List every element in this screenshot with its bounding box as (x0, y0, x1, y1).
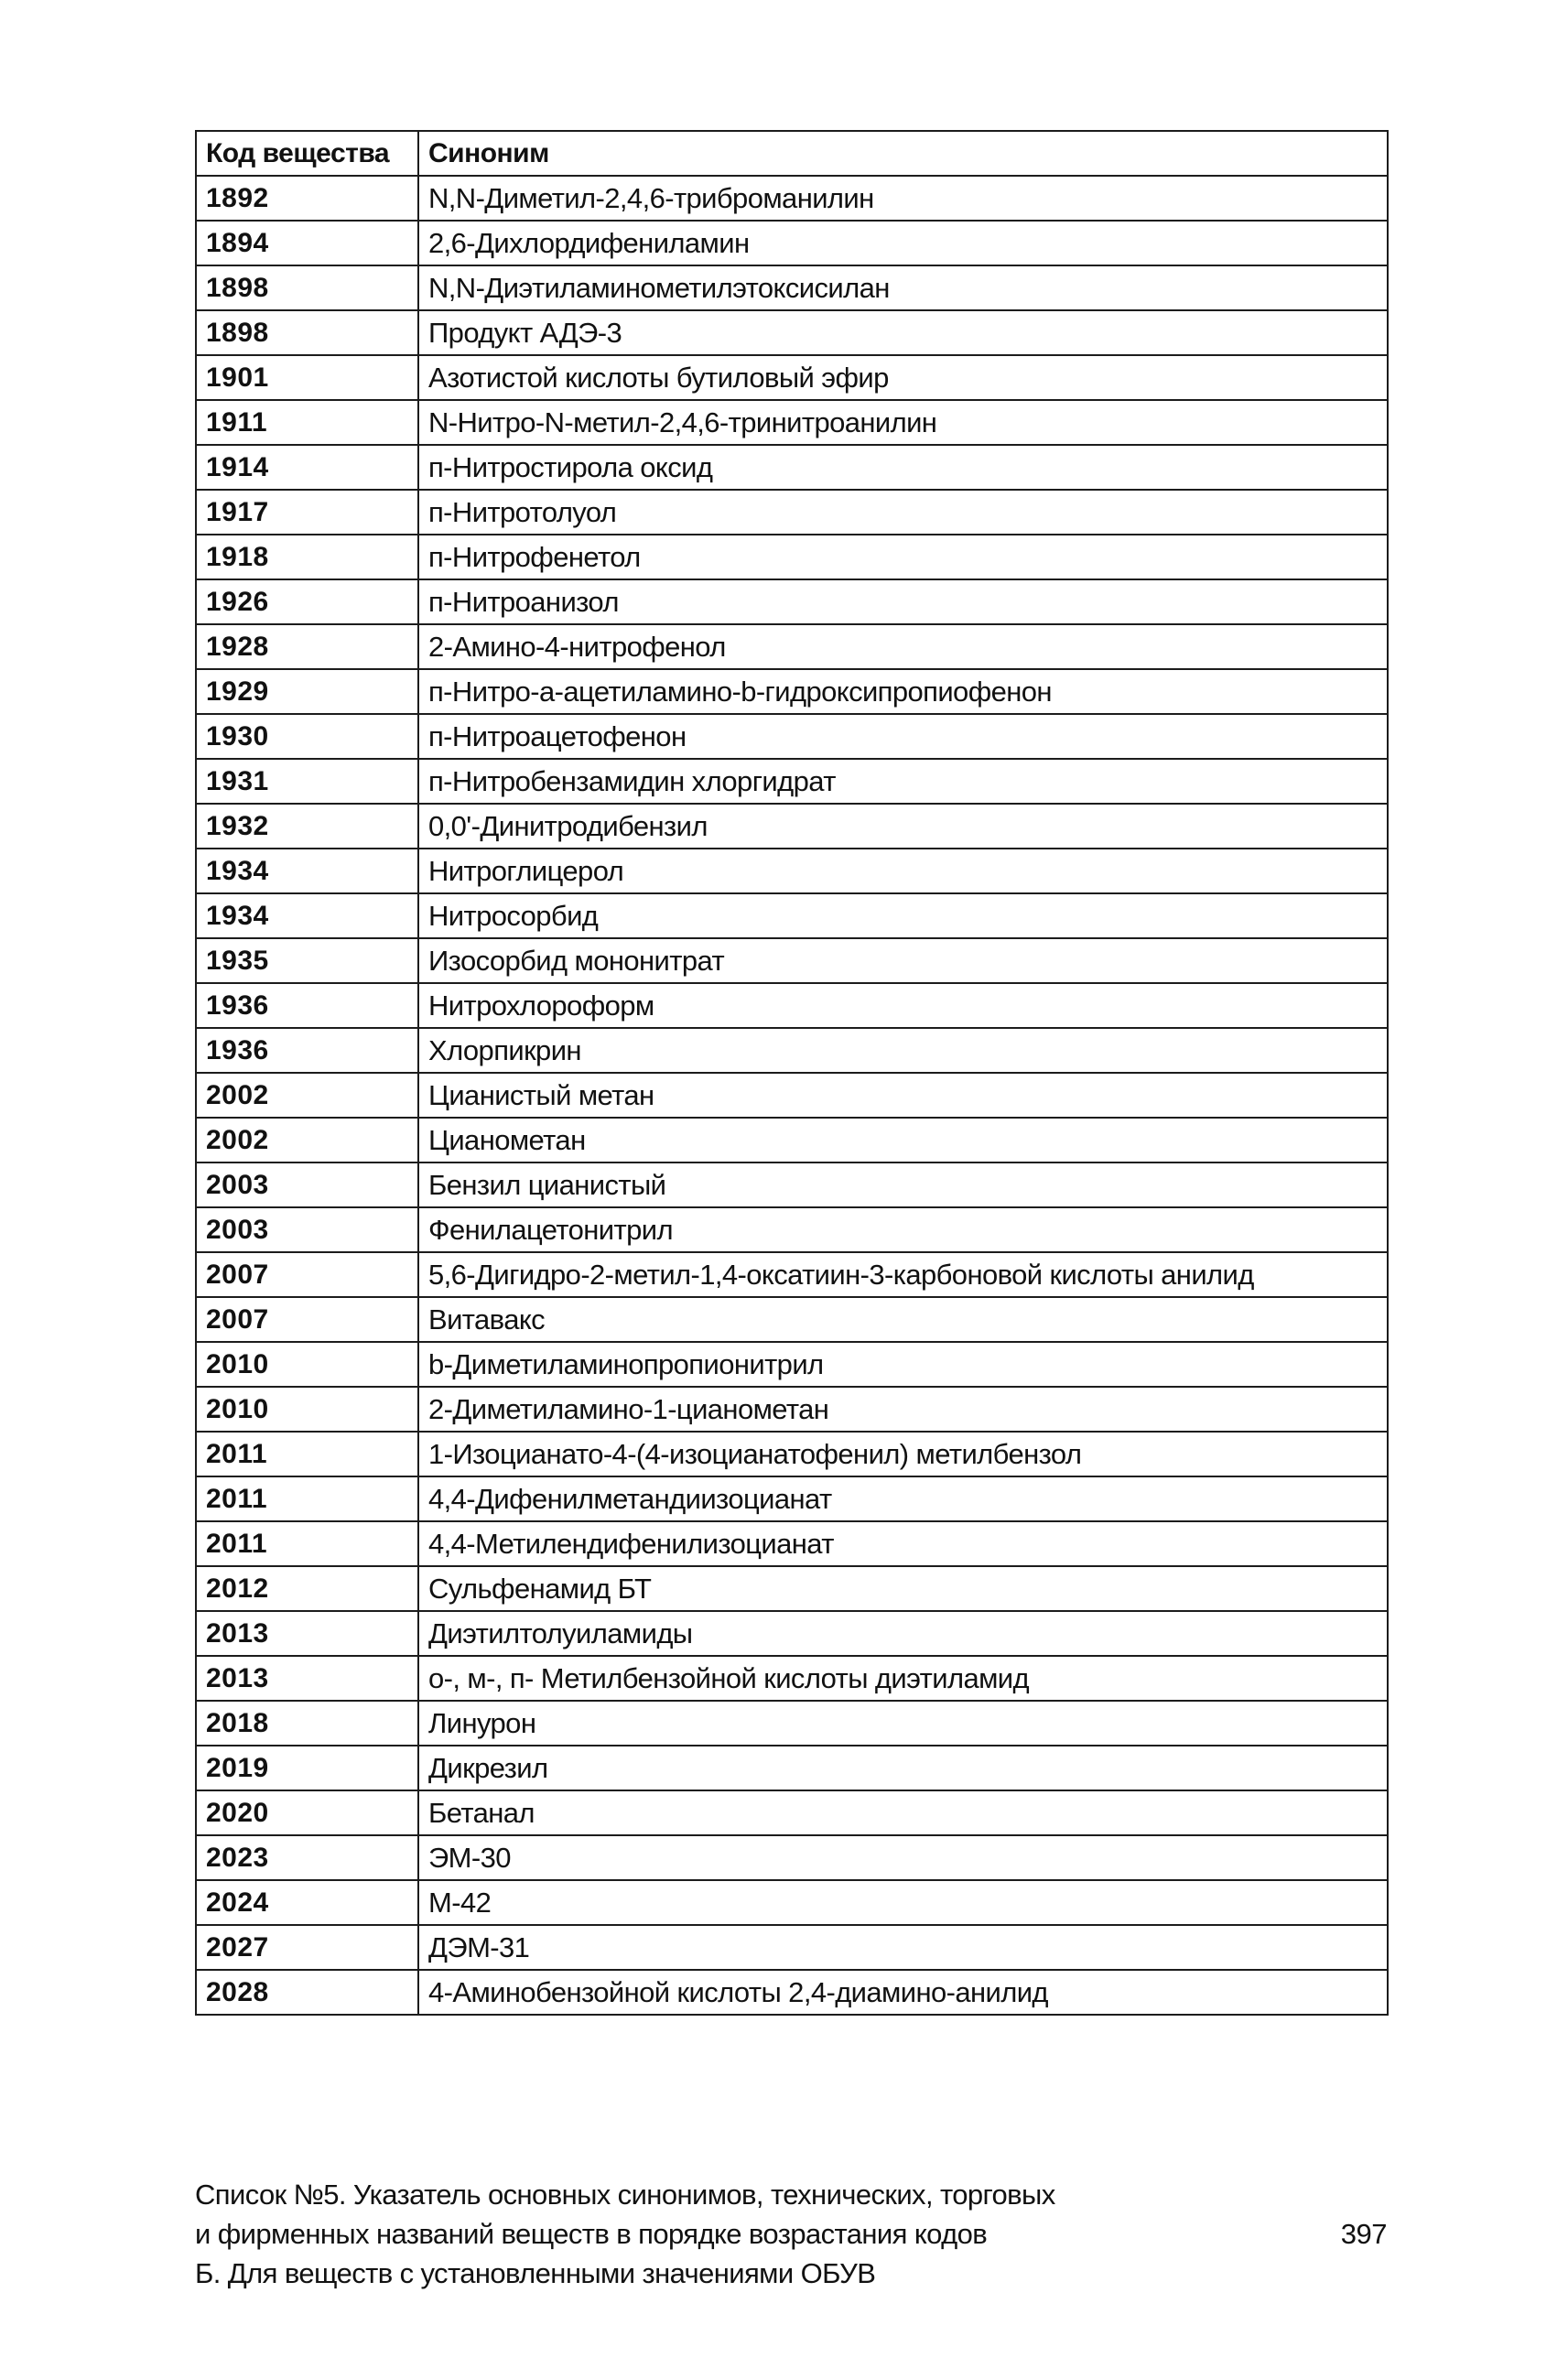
table-row (196, 1387, 1388, 1432)
table-row (196, 1880, 1388, 1925)
synonym-cell: b-Диметиламинопропионитрил (418, 1342, 1388, 1387)
table-row (196, 1521, 1388, 1566)
synonym-cell: п-Нитростирола оксид (418, 445, 1388, 490)
table-row (196, 669, 1388, 714)
table-body (196, 176, 1388, 2015)
table-row (196, 490, 1388, 535)
table-row (196, 1835, 1388, 1880)
substance-code-cell: 1929 (196, 669, 418, 714)
synonym-cell: Бензил цианистый (418, 1162, 1388, 1207)
table-row (196, 1162, 1388, 1207)
table-header-row (196, 131, 1388, 176)
synonym-cell: Сульфенамид БТ (418, 1566, 1388, 1611)
substance-code-cell: 1914 (196, 445, 418, 490)
table-row (196, 1611, 1388, 1656)
table-row (196, 1342, 1388, 1387)
substance-code-cell: 1894 (196, 221, 418, 265)
synonym-cell: Цианометан (418, 1118, 1388, 1162)
table-row (196, 1970, 1388, 2015)
synonyms-table (195, 130, 1389, 2016)
substance-code-cell: 1934 (196, 893, 418, 938)
caption-line: и фирменных названий веществ в порядке возрастания кодов (195, 2218, 988, 2250)
substance-code-cell: 1911 (196, 400, 418, 445)
table-row (196, 1566, 1388, 1611)
table-row (196, 535, 1388, 579)
substance-code-cell: 2007 (196, 1252, 418, 1297)
table-row (196, 265, 1388, 310)
page-number: 397 (1340, 2218, 1387, 2250)
synonym-cell: Нитроглицерол (418, 849, 1388, 893)
caption-line: Б. Для веществ с установленными значениями ОБУВ (195, 2257, 876, 2289)
substance-code-cell: 1936 (196, 1028, 418, 1073)
table-row (196, 1297, 1388, 1342)
synonym-cell: 4,4-Метилендифенилизоцианат (418, 1521, 1388, 1566)
substance-code-cell: 2020 (196, 1790, 418, 1835)
table-row (196, 983, 1388, 1028)
substance-code-cell: 2019 (196, 1746, 418, 1790)
table-row (196, 804, 1388, 849)
substance-code-cell: 2003 (196, 1207, 418, 1252)
synonym-cell: Изосорбид мононитрат (418, 938, 1388, 983)
substance-code-cell: 1935 (196, 938, 418, 983)
substance-code-cell: 2002 (196, 1118, 418, 1162)
synonym-cell: ЭМ-30 (418, 1835, 1388, 1880)
synonym-cell: 2-Амино-4-нитрофенол (418, 624, 1388, 669)
table-row (196, 445, 1388, 490)
substance-code-cell: 1898 (196, 310, 418, 355)
table-row (196, 310, 1388, 355)
synonym-cell: 1-Изоцианато-4-(4-изоцианатофенил) метилбензол (418, 1432, 1388, 1476)
synonym-cell: Фенилацетонитрил (418, 1207, 1388, 1252)
caption-line: Список №5. Указатель основных синонимов, технических, торговых (195, 2179, 1055, 2211)
synonym-cell: Азотистой кислоты бутиловый эфир (418, 355, 1388, 400)
table-row (196, 400, 1388, 445)
substance-code-cell: 2027 (196, 1925, 418, 1970)
table-row (196, 579, 1388, 624)
substance-code-cell: 2023 (196, 1835, 418, 1880)
synonym-cell: 4,4-Дифенилметандиизоцианат (418, 1476, 1388, 1521)
table-row (196, 355, 1388, 400)
substance-code-cell: 1901 (196, 355, 418, 400)
substance-code-cell: 2018 (196, 1701, 418, 1746)
synonym-cell: о-, м-, п- Метилбензойной кислоты диэтиламид (418, 1656, 1388, 1701)
substance-code-cell: 2010 (196, 1387, 418, 1432)
substance-code-cell: 2003 (196, 1162, 418, 1207)
table-row (196, 1207, 1388, 1252)
table-row (196, 714, 1388, 759)
synonym-cell: N,N-Диэтиламинометилэтоксисилан (418, 265, 1388, 310)
synonym-cell: 0,0'-Динитродибензил (418, 804, 1388, 849)
substance-code-cell: 2011 (196, 1476, 418, 1521)
header-code: Код вещества (196, 131, 418, 176)
substance-code-cell: 1926 (196, 579, 418, 624)
synonym-cell: п-Нитроацетофенон (418, 714, 1388, 759)
synonym-cell: Нитрохлороформ (418, 983, 1388, 1028)
header-synonym: Синоним (418, 131, 1388, 176)
synonym-cell: ДЭМ-31 (418, 1925, 1388, 1970)
substance-code-cell: 2013 (196, 1656, 418, 1701)
synonym-cell: Продукт АДЭ-3 (418, 310, 1388, 355)
synonym-cell: 2,6-Дихлордифениламин (418, 221, 1388, 265)
synonym-cell: Нитросорбид (418, 893, 1388, 938)
table-row (196, 221, 1388, 265)
synonym-cell: 2-Диметиламино-1-цианометан (418, 1387, 1388, 1432)
synonym-cell: М-42 (418, 1880, 1388, 1925)
table-row (196, 1701, 1388, 1746)
synonym-cell: п-Нитротолуол (418, 490, 1388, 535)
substance-code-cell: 1931 (196, 759, 418, 804)
synonym-cell: п-Нитроанизол (418, 579, 1388, 624)
table-row (196, 759, 1388, 804)
substance-code-cell: 1898 (196, 265, 418, 310)
synonym-cell: Диэтилтолуиламиды (418, 1611, 1388, 1656)
substance-code-cell: 1928 (196, 624, 418, 669)
synonym-cell: п-Нитробензамидин хлоргидрат (418, 759, 1388, 804)
table-row (196, 1656, 1388, 1701)
table-row (196, 849, 1388, 893)
synonym-cell: Хлорпикрин (418, 1028, 1388, 1073)
substance-code-cell: 2010 (196, 1342, 418, 1387)
table-row (196, 893, 1388, 938)
substance-code-cell: 2028 (196, 1970, 418, 2015)
synonym-cell: 4-Аминобензойной кислоты 2,4-диамино-анилид (418, 1970, 1388, 2015)
synonym-cell: Линурон (418, 1701, 1388, 1746)
substance-code-cell: 1934 (196, 849, 418, 893)
synonym-cell: Цианистый метан (418, 1073, 1388, 1118)
synonym-cell: п-Нитрофенетол (418, 535, 1388, 579)
substance-code-cell: 2007 (196, 1297, 418, 1342)
table-row (196, 1073, 1388, 1118)
list-caption (195, 2175, 1110, 2293)
table-row (196, 176, 1388, 221)
substance-code-cell: 1917 (196, 490, 418, 535)
synonym-cell: Дикрезил (418, 1746, 1388, 1790)
table-row (196, 1252, 1388, 1297)
substance-code-cell: 1892 (196, 176, 418, 221)
substance-code-cell: 2002 (196, 1073, 418, 1118)
table-row (196, 1118, 1388, 1162)
substance-code-cell: 1918 (196, 535, 418, 579)
synonym-cell: 5,6-Дигидро-2-метил-1,4-оксатиин-3-карбоновой кислоты анилид (418, 1252, 1388, 1297)
substance-code-cell: 1936 (196, 983, 418, 1028)
table-row (196, 938, 1388, 983)
table-row (196, 1746, 1388, 1790)
table-row (196, 624, 1388, 669)
substance-code-cell: 2024 (196, 1880, 418, 1925)
table-row (196, 1432, 1388, 1476)
substance-code-cell: 2011 (196, 1432, 418, 1476)
substance-code-cell: 1932 (196, 804, 418, 849)
synonym-cell: Бетанал (418, 1790, 1388, 1835)
substance-code-cell: 2011 (196, 1521, 418, 1566)
synonym-cell: N-Нитро-N-метил-2,4,6-тринитроанилин (418, 400, 1388, 445)
synonym-cell: N,N-Диметил-2,4,6-триброманилин (418, 176, 1388, 221)
table-row (196, 1790, 1388, 1835)
table-row (196, 1028, 1388, 1073)
synonym-cell: Витавакс (418, 1297, 1388, 1342)
substance-code-cell: 1930 (196, 714, 418, 759)
substance-code-cell: 2013 (196, 1611, 418, 1656)
synonym-cell: п-Нитро-а-ацетиламино-b-гидроксипропиофенон (418, 669, 1388, 714)
table-row (196, 1476, 1388, 1521)
substance-code-cell: 2012 (196, 1566, 418, 1611)
table-row (196, 1925, 1388, 1970)
